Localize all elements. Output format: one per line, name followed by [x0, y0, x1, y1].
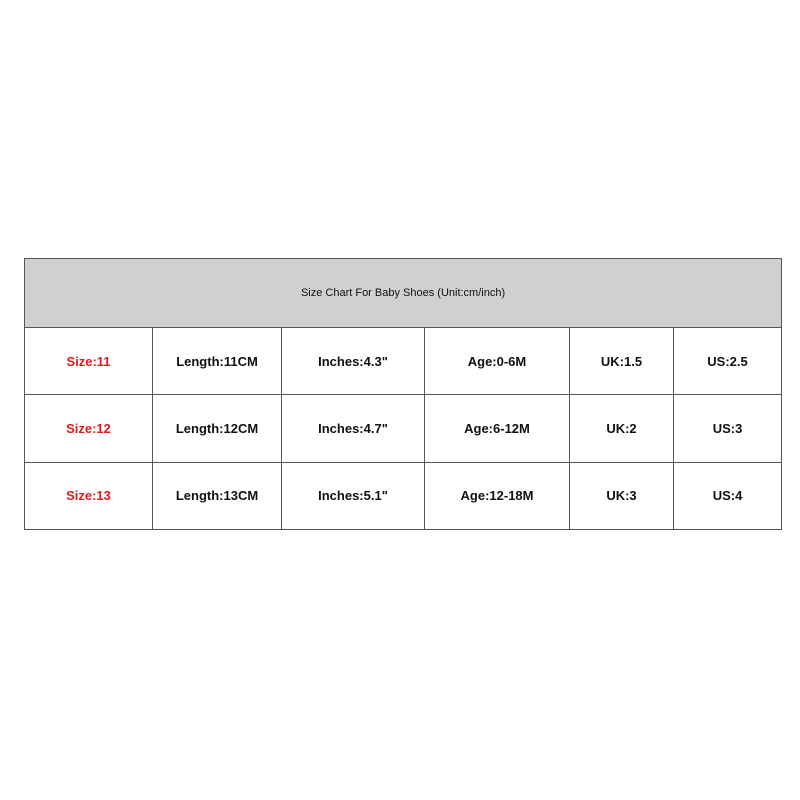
uk-size-cell: UK:2	[570, 395, 674, 462]
size-cell: Size:13	[25, 462, 153, 529]
table-title: Size Chart For Baby Shoes (Unit:cm/inch)	[25, 259, 782, 328]
length-cell: Length:13CM	[153, 462, 282, 529]
inches-cell: Inches:4.3"	[282, 328, 425, 395]
table-row	[25, 395, 782, 462]
length-cell: Length:12CM	[153, 395, 282, 462]
uk-size-cell: UK:1.5	[570, 328, 674, 395]
length-cell: Length:11CM	[153, 328, 282, 395]
us-size-cell: US:4	[674, 462, 782, 529]
age-cell: Age:12-18M	[425, 462, 570, 529]
inches-cell: Inches:4.7"	[282, 395, 425, 462]
size-cell: Size:12	[25, 395, 153, 462]
table-row	[25, 328, 782, 395]
age-cell: Age:0-6M	[425, 328, 570, 395]
size-cell: Size:11	[25, 328, 153, 395]
table-header-row	[25, 259, 782, 328]
table-row	[25, 462, 782, 529]
uk-size-cell: UK:3	[570, 462, 674, 529]
age-cell: Age:6-12M	[425, 395, 570, 462]
us-size-cell: US:2.5	[674, 328, 782, 395]
us-size-cell: US:3	[674, 395, 782, 462]
size-chart-table	[24, 258, 782, 530]
inches-cell: Inches:5.1"	[282, 462, 425, 529]
